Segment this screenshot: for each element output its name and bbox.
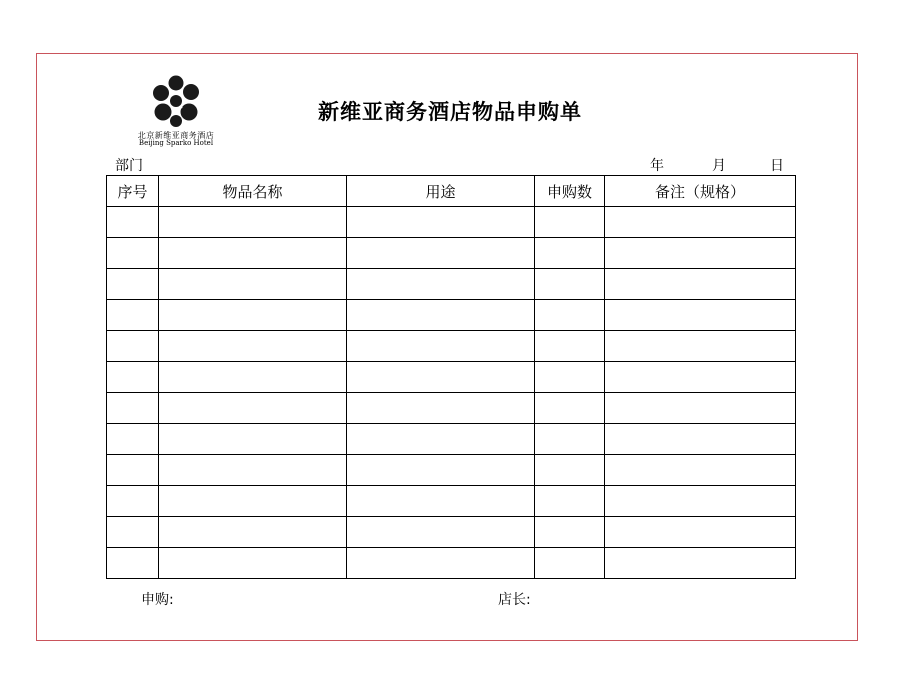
table-row: [107, 548, 796, 579]
quantity-cell[interactable]: [535, 362, 605, 393]
table-row: [107, 424, 796, 455]
remarks-cell[interactable]: [605, 238, 796, 269]
table-row: [107, 207, 796, 238]
quantity-cell[interactable]: [535, 393, 605, 424]
purpose-cell[interactable]: [347, 331, 535, 362]
year-label: 年: [650, 158, 664, 174]
column-header-serial: 序号: [107, 176, 159, 207]
column-header-purpose: 用途: [347, 176, 535, 207]
serial-cell[interactable]: [107, 517, 159, 548]
remarks-cell[interactable]: [605, 300, 796, 331]
table-header-row: [107, 176, 796, 207]
quantity-cell[interactable]: [535, 548, 605, 579]
remarks-cell[interactable]: [605, 486, 796, 517]
serial-cell[interactable]: [107, 300, 159, 331]
remarks-cell[interactable]: [605, 455, 796, 486]
table-row: [107, 517, 796, 548]
remarks-cell[interactable]: [605, 269, 796, 300]
column-header-remarks: 备注（规格）: [605, 176, 796, 207]
serial-cell[interactable]: [107, 455, 159, 486]
item-name-cell[interactable]: [159, 207, 347, 238]
purpose-cell[interactable]: [347, 486, 535, 517]
purpose-cell[interactable]: [347, 300, 535, 331]
serial-cell[interactable]: [107, 548, 159, 579]
purpose-cell[interactable]: [347, 362, 535, 393]
table-row: [107, 331, 796, 362]
purpose-cell[interactable]: [347, 269, 535, 300]
item-name-cell[interactable]: [159, 238, 347, 269]
table-row: [107, 269, 796, 300]
purpose-cell[interactable]: [347, 424, 535, 455]
logo-english-name: Beijing Sparko Hotel: [138, 139, 214, 147]
serial-cell[interactable]: [107, 362, 159, 393]
purchase-request-table: [106, 175, 796, 579]
item-name-cell[interactable]: [159, 269, 347, 300]
table-row: [107, 362, 796, 393]
serial-cell[interactable]: [107, 269, 159, 300]
table-row: [107, 486, 796, 517]
manager-signature-label: 店长:: [498, 592, 531, 608]
item-name-cell[interactable]: [159, 300, 347, 331]
remarks-cell[interactable]: [605, 393, 796, 424]
item-name-cell[interactable]: [159, 486, 347, 517]
table-row: [107, 238, 796, 269]
remarks-cell[interactable]: [605, 548, 796, 579]
item-name-cell[interactable]: [159, 548, 347, 579]
remarks-cell[interactable]: [605, 424, 796, 455]
purpose-cell[interactable]: [347, 207, 535, 238]
table-row: [107, 455, 796, 486]
column-header-item-name: 物品名称: [159, 176, 347, 207]
quantity-cell[interactable]: [535, 486, 605, 517]
serial-cell[interactable]: [107, 486, 159, 517]
purpose-cell[interactable]: [347, 517, 535, 548]
table-body: [107, 207, 796, 579]
department-label: 部门: [115, 158, 143, 174]
purpose-cell[interactable]: [347, 548, 535, 579]
form-title: 新维亚商务酒店物品申购单: [318, 100, 582, 124]
quantity-cell[interactable]: [535, 300, 605, 331]
remarks-cell[interactable]: [605, 517, 796, 548]
quantity-cell[interactable]: [535, 331, 605, 362]
item-name-cell[interactable]: [159, 393, 347, 424]
item-name-cell[interactable]: [159, 517, 347, 548]
serial-cell[interactable]: [107, 238, 159, 269]
serial-cell[interactable]: [107, 331, 159, 362]
table-row: [107, 300, 796, 331]
purpose-cell[interactable]: [347, 238, 535, 269]
serial-cell[interactable]: [107, 393, 159, 424]
quantity-cell[interactable]: [535, 207, 605, 238]
day-label: 日: [770, 158, 784, 174]
item-name-cell[interactable]: [159, 362, 347, 393]
quantity-cell[interactable]: [535, 424, 605, 455]
purpose-cell[interactable]: [347, 455, 535, 486]
serial-cell[interactable]: [107, 207, 159, 238]
remarks-cell[interactable]: [605, 207, 796, 238]
month-label: 月: [712, 158, 726, 174]
hotel-logo: [128, 74, 224, 150]
paw-flower-logo-icon: [150, 74, 202, 128]
item-name-cell[interactable]: [159, 424, 347, 455]
applicant-signature-label: 申购:: [141, 592, 174, 608]
purpose-cell[interactable]: [347, 393, 535, 424]
quantity-cell[interactable]: [535, 455, 605, 486]
remarks-cell[interactable]: [605, 362, 796, 393]
remarks-cell[interactable]: [605, 331, 796, 362]
item-name-cell[interactable]: [159, 455, 347, 486]
quantity-cell[interactable]: [535, 517, 605, 548]
column-header-quantity: 申购数: [535, 176, 605, 207]
quantity-cell[interactable]: [535, 269, 605, 300]
quantity-cell[interactable]: [535, 238, 605, 269]
item-name-cell[interactable]: [159, 331, 347, 362]
logo-chinese-name: 北京新维亚商务酒店: [137, 131, 215, 140]
table-row: [107, 393, 796, 424]
serial-cell[interactable]: [107, 424, 159, 455]
